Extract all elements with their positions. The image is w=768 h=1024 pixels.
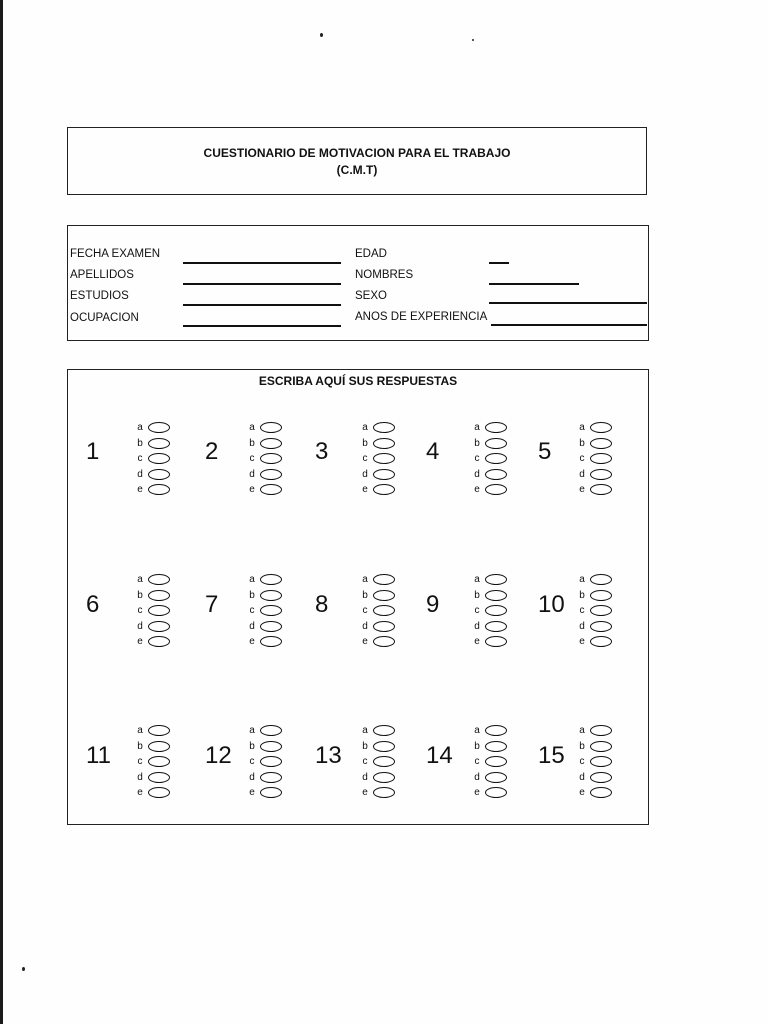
option-letter: c [474, 756, 480, 767]
answer-bubble[interactable] [260, 741, 282, 752]
answer-bubble[interactable] [485, 574, 507, 585]
option-letter: d [579, 468, 585, 480]
option-letter: c [137, 756, 143, 767]
option-letter: b [474, 740, 480, 752]
answer-option-a[interactable] [473, 573, 513, 587]
option-letter: a [579, 574, 585, 585]
scan-speck [320, 33, 323, 37]
answer-option-e[interactable] [361, 483, 401, 497]
answer-bubble[interactable] [590, 787, 612, 798]
answer-option-d[interactable] [578, 468, 618, 482]
option-letter: d [137, 468, 143, 480]
option-letter: b [362, 589, 368, 601]
field-apellidos[interactable] [183, 283, 341, 285]
option-letter: a [579, 725, 585, 736]
option-letter: e [137, 484, 143, 495]
option-letter: b [362, 437, 368, 449]
field-ocupacion[interactable] [183, 325, 341, 327]
option-letter: b [249, 589, 255, 601]
option-letter: e [137, 787, 143, 798]
option-letter: a [474, 574, 480, 585]
answer-option-e[interactable] [578, 786, 618, 800]
answer-bubble[interactable] [590, 636, 612, 647]
question-number: 2 [205, 438, 219, 465]
answer-bubble[interactable] [373, 756, 395, 767]
answer-option-c[interactable] [473, 452, 513, 466]
answer-option-d[interactable] [473, 468, 513, 482]
answer-bubble[interactable] [148, 636, 170, 647]
answer-bubble[interactable] [373, 438, 395, 449]
option-letter: c [137, 605, 143, 616]
option-letter: b [137, 437, 143, 449]
option-letter: e [474, 636, 480, 647]
option-letter: d [474, 468, 480, 480]
question-number: 1 [86, 438, 100, 465]
option-letter: b [137, 589, 143, 601]
answer-bubble[interactable] [148, 772, 170, 783]
answer-bubble[interactable] [373, 621, 395, 632]
option-letter: c [579, 453, 585, 464]
field-edad[interactable] [489, 262, 509, 264]
answer-option-c[interactable] [578, 452, 618, 466]
answer-bubble[interactable] [485, 787, 507, 798]
answer-sheet-heading: ESCRIBA AQUÍ SUS RESPUESTAS [258, 374, 458, 388]
answer-option-c[interactable] [248, 604, 288, 618]
answer-bubble[interactable] [260, 574, 282, 585]
option-letter: c [362, 756, 368, 767]
option-letter: b [579, 437, 585, 449]
answer-option-b[interactable] [578, 740, 618, 754]
answer-option-e[interactable] [473, 786, 513, 800]
option-letter: e [474, 787, 480, 798]
field-fecha-examen[interactable] [183, 262, 341, 264]
option-letter: d [249, 771, 255, 783]
option-letter: b [249, 740, 255, 752]
answer-bubble[interactable] [485, 636, 507, 647]
answer-option-b[interactable] [473, 589, 513, 603]
answer-bubble[interactable] [373, 574, 395, 585]
answer-option-c[interactable] [136, 755, 176, 769]
answer-option-b[interactable] [136, 740, 176, 754]
option-letter: e [362, 636, 368, 647]
option-letter: a [137, 725, 143, 736]
answer-bubble[interactable] [590, 422, 612, 433]
answer-option-d[interactable] [473, 771, 513, 785]
answer-bubble[interactable] [485, 453, 507, 464]
answer-bubble[interactable] [590, 725, 612, 736]
option-letter: c [579, 605, 585, 616]
answer-bubble[interactable] [590, 621, 612, 632]
option-letter: e [249, 787, 255, 798]
field-sexo[interactable] [489, 302, 647, 304]
answer-option-a[interactable] [578, 573, 618, 587]
answer-bubble[interactable] [485, 590, 507, 601]
answer-bubble[interactable] [373, 772, 395, 783]
question-number: 10 [538, 591, 565, 618]
answer-option-a[interactable] [473, 421, 513, 435]
answer-bubble[interactable] [373, 741, 395, 752]
answer-option-c[interactable] [136, 604, 176, 618]
option-letter: c [474, 453, 480, 464]
answer-option-e[interactable] [473, 483, 513, 497]
option-letter: c [137, 453, 143, 464]
answer-bubble[interactable] [590, 741, 612, 752]
question-number: 9 [426, 591, 440, 618]
answer-option-d[interactable] [361, 771, 401, 785]
answer-option-b[interactable] [473, 437, 513, 451]
option-letter: a [362, 725, 368, 736]
answer-bubble[interactable] [260, 787, 282, 798]
answer-bubble[interactable] [148, 484, 170, 495]
answer-option-d[interactable] [361, 468, 401, 482]
option-letter: a [137, 422, 143, 433]
answer-option-e[interactable] [136, 786, 176, 800]
answer-option-b[interactable] [361, 589, 401, 603]
answer-option-e[interactable] [136, 635, 176, 649]
answer-bubble[interactable] [148, 453, 170, 464]
answer-option-a[interactable] [248, 421, 288, 435]
answer-bubble[interactable] [148, 756, 170, 767]
answer-bubble[interactable] [148, 725, 170, 736]
label-estudios: ESTUDIOS [70, 290, 129, 302]
option-letter: d [579, 771, 585, 783]
question-number: 12 [205, 742, 232, 769]
answer-bubble[interactable] [590, 438, 612, 449]
option-letter: a [474, 422, 480, 433]
option-letter: a [249, 725, 255, 736]
option-letter: a [579, 422, 585, 433]
answer-bubble[interactable] [485, 772, 507, 783]
option-letter: b [362, 740, 368, 752]
option-letter: e [249, 636, 255, 647]
answer-option-c[interactable] [136, 452, 176, 466]
option-letter: c [249, 756, 255, 767]
answer-bubble[interactable] [260, 453, 282, 464]
answer-option-a[interactable] [578, 724, 618, 738]
answer-bubble[interactable] [590, 469, 612, 480]
answer-option-a[interactable] [473, 724, 513, 738]
answer-option-a[interactable] [361, 573, 401, 587]
answer-option-b[interactable] [136, 589, 176, 603]
option-letter: c [362, 453, 368, 464]
answer-option-b[interactable] [248, 589, 288, 603]
option-letter: d [579, 620, 585, 632]
question-number: 15 [538, 742, 565, 769]
answer-bubble[interactable] [373, 787, 395, 798]
answer-option-b[interactable] [361, 437, 401, 451]
answer-option-b[interactable] [578, 589, 618, 603]
answer-bubble[interactable] [373, 484, 395, 495]
option-letter: b [249, 437, 255, 449]
option-letter: a [474, 725, 480, 736]
answer-bubble[interactable] [590, 574, 612, 585]
answer-bubble[interactable] [590, 453, 612, 464]
option-letter: e [474, 484, 480, 495]
answer-option-a[interactable] [248, 724, 288, 738]
answer-option-b[interactable] [578, 437, 618, 451]
label-apellidos: APELLIDOS [70, 269, 134, 281]
answer-bubble[interactable] [485, 484, 507, 495]
answer-bubble[interactable] [485, 756, 507, 767]
option-letter: d [474, 620, 480, 632]
answer-bubble[interactable] [485, 469, 507, 480]
answer-option-d[interactable] [136, 468, 176, 482]
answer-option-d[interactable] [361, 620, 401, 634]
scan-speck [22, 967, 25, 971]
answer-option-d[interactable] [248, 771, 288, 785]
answer-bubble[interactable] [148, 621, 170, 632]
option-letter: c [249, 605, 255, 616]
option-letter: d [362, 771, 368, 783]
option-letter: b [579, 740, 585, 752]
title-box [67, 127, 647, 195]
answer-bubble[interactable] [485, 422, 507, 433]
answer-option-d[interactable] [578, 620, 618, 634]
option-letter: c [579, 756, 585, 767]
answer-option-c[interactable] [473, 604, 513, 618]
answer-bubble[interactable] [485, 605, 507, 616]
answer-option-c[interactable] [578, 604, 618, 618]
answer-bubble[interactable] [148, 605, 170, 616]
scan-speck [472, 39, 474, 41]
answer-bubble[interactable] [373, 590, 395, 601]
answer-bubble[interactable] [148, 438, 170, 449]
question-number: 3 [315, 438, 329, 465]
answer-option-b[interactable] [248, 740, 288, 754]
answer-option-a[interactable] [361, 421, 401, 435]
answer-bubble[interactable] [373, 725, 395, 736]
answer-option-c[interactable] [578, 755, 618, 769]
answer-bubble[interactable] [148, 590, 170, 601]
option-letter: d [474, 771, 480, 783]
question-number: 8 [315, 591, 329, 618]
answer-option-e[interactable] [248, 483, 288, 497]
label-anos-experiencia: ANOS DE EXPERIENCIA [355, 311, 488, 323]
form-title: CUESTIONARIO DE MOTIVACION PARA EL TRABAJO [203, 146, 511, 160]
option-letter: d [362, 620, 368, 632]
answer-option-a[interactable] [248, 573, 288, 587]
answer-option-a[interactable] [136, 573, 176, 587]
option-letter: b [474, 437, 480, 449]
answer-bubble[interactable] [260, 484, 282, 495]
option-letter: d [249, 620, 255, 632]
answer-option-a[interactable] [136, 421, 176, 435]
answer-bubble[interactable] [148, 574, 170, 585]
option-letter: d [137, 620, 143, 632]
answer-bubble[interactable] [485, 725, 507, 736]
option-letter: e [137, 636, 143, 647]
answer-option-e[interactable] [361, 635, 401, 649]
answer-bubble[interactable] [260, 772, 282, 783]
option-letter: a [362, 422, 368, 433]
answer-option-b[interactable] [361, 740, 401, 754]
option-letter: e [579, 787, 585, 798]
answer-option-c[interactable] [473, 755, 513, 769]
answer-bubble[interactable] [590, 605, 612, 616]
option-letter: e [362, 484, 368, 495]
question-number: 11 [86, 742, 111, 769]
option-letter: a [249, 574, 255, 585]
question-number: 13 [315, 742, 342, 769]
option-letter: a [362, 574, 368, 585]
answer-option-e[interactable] [578, 483, 618, 497]
answer-bubble[interactable] [260, 422, 282, 433]
answer-sheet [67, 369, 649, 825]
option-letter: c [249, 453, 255, 464]
answer-bubble[interactable] [260, 621, 282, 632]
answer-option-b[interactable] [473, 740, 513, 754]
answer-bubble[interactable] [148, 741, 170, 752]
option-letter: e [362, 787, 368, 798]
option-letter: a [249, 422, 255, 433]
answer-option-d[interactable] [136, 620, 176, 634]
option-letter: e [579, 636, 585, 647]
answer-bubble[interactable] [260, 469, 282, 480]
question-number: 5 [538, 438, 552, 465]
answer-bubble[interactable] [373, 605, 395, 616]
answer-bubble[interactable] [260, 756, 282, 767]
field-nombres[interactable] [489, 283, 579, 285]
question-number: 14 [426, 742, 453, 769]
answer-bubble[interactable] [260, 438, 282, 449]
option-letter: c [362, 605, 368, 616]
answer-bubble[interactable] [485, 438, 507, 449]
question-number: 6 [86, 591, 100, 618]
option-letter: e [579, 484, 585, 495]
option-letter: c [474, 605, 480, 616]
answer-option-a[interactable] [578, 421, 618, 435]
answer-bubble[interactable] [485, 621, 507, 632]
answer-bubble[interactable] [260, 725, 282, 736]
answer-option-c[interactable] [361, 452, 401, 466]
label-nombres: NOMBRES [355, 269, 414, 281]
answer-bubble[interactable] [260, 590, 282, 601]
answer-bubble[interactable] [373, 422, 395, 433]
answer-bubble[interactable] [148, 787, 170, 798]
option-letter: b [137, 740, 143, 752]
answer-option-d[interactable] [136, 771, 176, 785]
field-anos-experiencia[interactable] [491, 324, 647, 326]
answer-option-a[interactable] [361, 724, 401, 738]
field-estudios[interactable] [183, 304, 341, 306]
question-number: 7 [205, 591, 219, 618]
label-sexo: SEXO [355, 290, 387, 302]
answer-bubble[interactable] [590, 484, 612, 495]
label-ocupacion: OCUPACION [70, 312, 139, 324]
answer-bubble[interactable] [590, 590, 612, 601]
answer-option-e[interactable] [136, 483, 176, 497]
answer-option-d[interactable] [248, 468, 288, 482]
option-letter: d [249, 468, 255, 480]
answer-option-e[interactable] [473, 635, 513, 649]
answer-option-d[interactable] [473, 620, 513, 634]
answer-bubble[interactable] [373, 453, 395, 464]
answer-bubble[interactable] [373, 636, 395, 647]
answer-option-d[interactable] [248, 620, 288, 634]
option-letter: b [579, 589, 585, 601]
answer-option-a[interactable] [136, 724, 176, 738]
label-edad: EDAD [355, 248, 387, 260]
personal-info-box [67, 225, 649, 341]
answer-option-c[interactable] [248, 755, 288, 769]
answer-bubble[interactable] [485, 741, 507, 752]
option-letter: e [249, 484, 255, 495]
answer-bubble[interactable] [260, 605, 282, 616]
answer-option-b[interactable] [136, 437, 176, 451]
answer-bubble[interactable] [148, 469, 170, 480]
form-subtitle: (C.M.T) [336, 163, 378, 177]
answer-option-c[interactable] [248, 452, 288, 466]
label-fecha-examen: FECHA EXAMEN [70, 248, 161, 260]
answer-option-d[interactable] [578, 771, 618, 785]
answer-option-e[interactable] [248, 635, 288, 649]
answer-option-e[interactable] [248, 786, 288, 800]
option-letter: b [474, 589, 480, 601]
answer-option-c[interactable] [361, 755, 401, 769]
answer-bubble[interactable] [260, 636, 282, 647]
answer-option-e[interactable] [578, 635, 618, 649]
answer-bubble[interactable] [148, 422, 170, 433]
option-letter: a [137, 574, 143, 585]
question-number: 4 [426, 438, 440, 465]
answer-bubble[interactable] [590, 772, 612, 783]
answer-bubble[interactable] [590, 756, 612, 767]
answer-option-c[interactable] [361, 604, 401, 618]
option-letter: d [137, 771, 143, 783]
answer-bubble[interactable] [373, 469, 395, 480]
answer-option-e[interactable] [361, 786, 401, 800]
answer-option-b[interactable] [248, 437, 288, 451]
page-edge [0, 0, 3, 1024]
option-letter: d [362, 468, 368, 480]
